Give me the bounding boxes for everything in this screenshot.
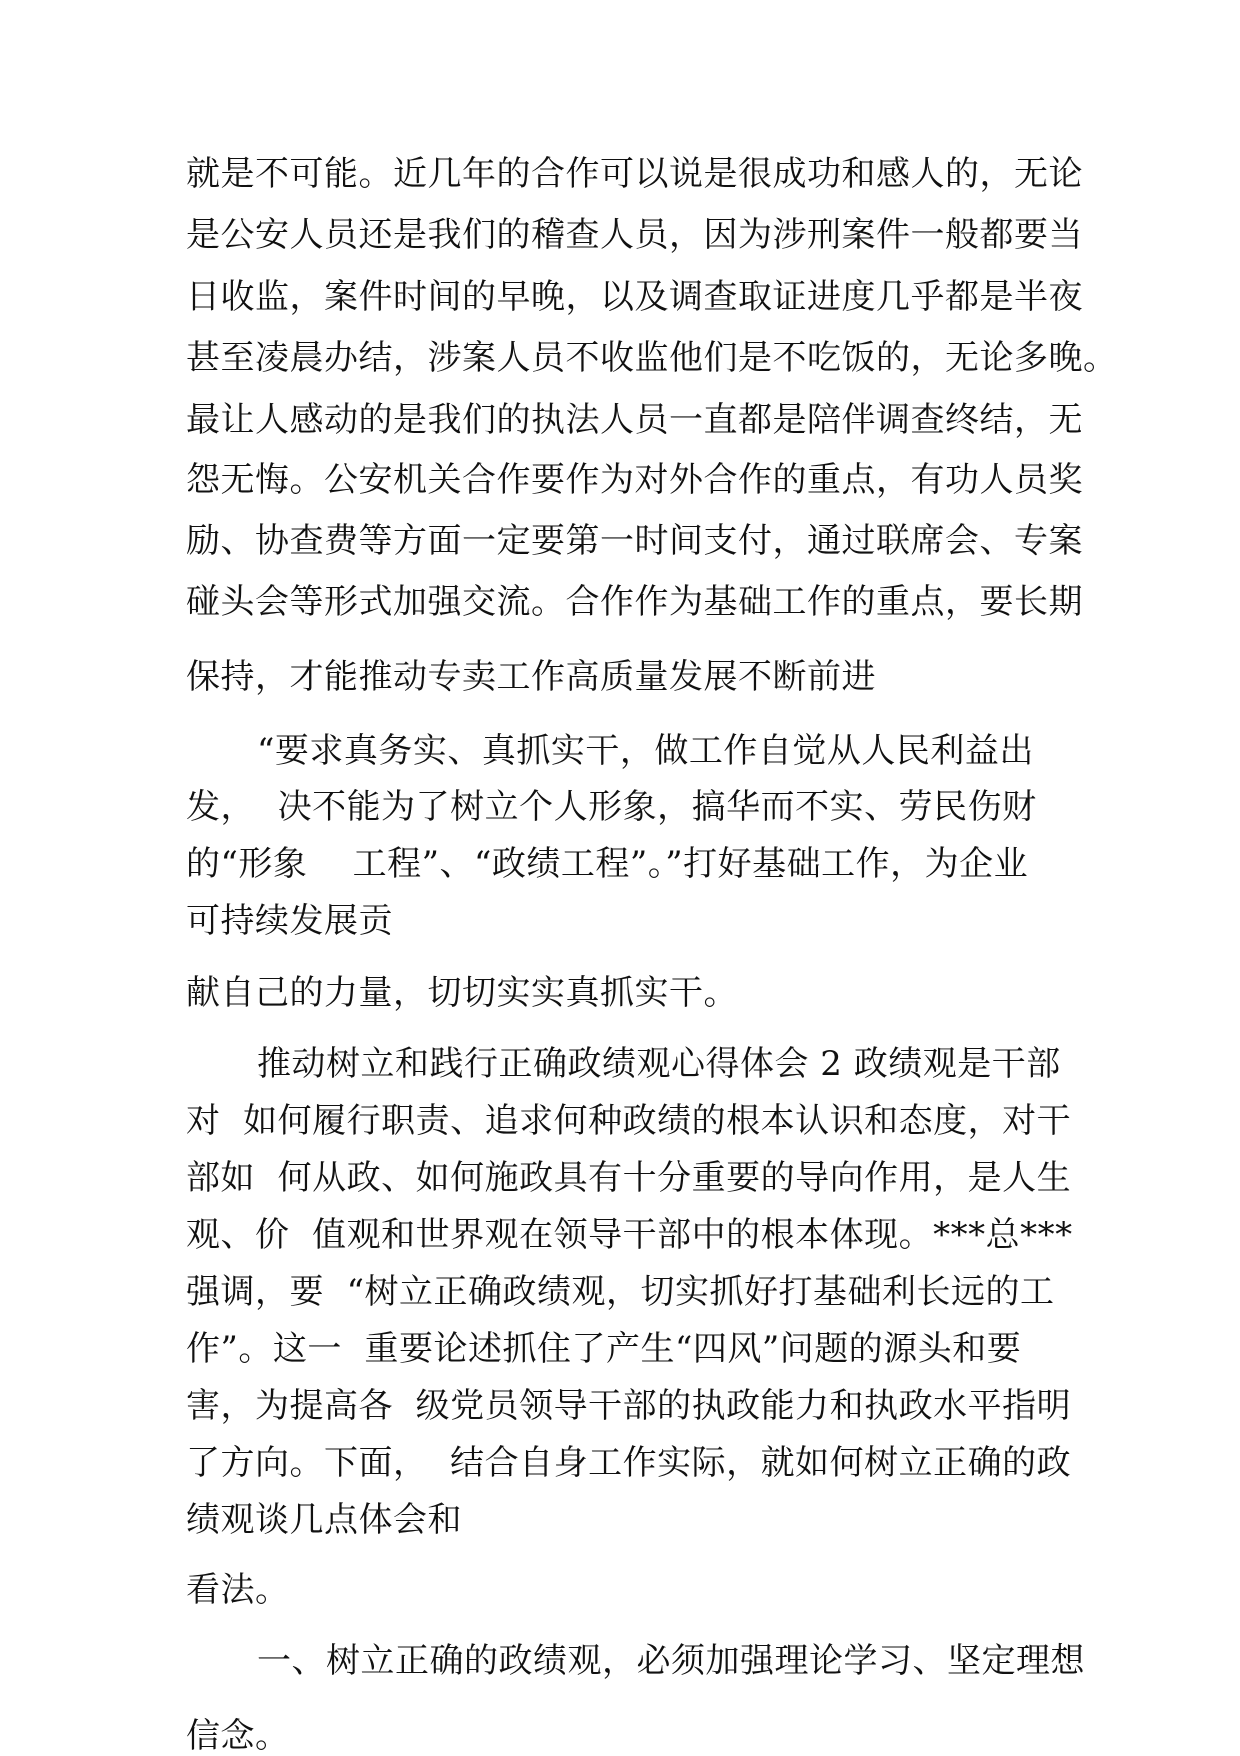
text-line: 碰头会等形式加强交流。合作作为基础工作的重点，要长期 (186, 582, 1083, 622)
text-line: 是公安人员还是我们的稽查人员，因为涉刑案件一般都要当 (186, 215, 1083, 255)
text-line: 日收监，案件时间的早晚，以及调查取证进度几乎都是半夜 (186, 277, 1083, 317)
text-line: 了方向。下面， 结合自身工作实际，就如何树立正确的政 (186, 1443, 1072, 1483)
text-line: 怨无悔。公安机关合作要作为对外合作的重点，有功人员奖 (186, 460, 1083, 500)
text-line: 发， 决不能为了树立个人形象，搞华而不实、劳民伤财 (186, 787, 1037, 827)
text-line: 最让人感动的是我们的执法人员一直都是陪伴调查终结，无 (186, 400, 1083, 440)
text-line: 绩观谈几点体会和 (186, 1500, 462, 1540)
text-line: 作”。这一 重要论述抓住了产生“四风”问题的源头和要 (186, 1329, 1022, 1369)
text-line: 看法。 (186, 1570, 290, 1610)
text-line: 的“形象 工程”、“政绩工程”。”打好基础工作，为企业 (186, 844, 1029, 884)
text-line: 观、价 值观和世界观在领导干部中的根本体现。***总*** (186, 1215, 1073, 1255)
text-line: 励、协查费等方面一定要第一时间支付，通过联席会、专案 (186, 521, 1083, 561)
text-line: 献自己的力量，切切实实真抓实干。 (186, 973, 738, 1013)
text-line: 可持续发展贡 (186, 901, 393, 941)
text-line: 部如 何从政、如何施政具有十分重要的导向作用，是人生 (186, 1158, 1072, 1198)
text-line: “要求真务实、真抓实干，做工作自觉从人民利益出 (257, 731, 1034, 771)
text-line: 就是不可能。近几年的合作可以说是很成功和感人的，无论 (186, 154, 1083, 194)
text-line: 推动树立和践行正确政绩观心得体会 2 政绩观是干部 (257, 1044, 1061, 1084)
text-line: 对 如何履行职责、追求何种政绩的根本认识和态度，对干 (186, 1101, 1072, 1141)
text-line: 甚至凌晨办结，涉案人员不收监他们是不吃饭的，无论多晚。 (186, 338, 1118, 378)
text-line: 保持，才能推动专卖工作高质量发展不断前进 (186, 657, 876, 697)
text-line: 害，为提高各 级党员领导干部的执政能力和执政水平指明 (186, 1386, 1072, 1426)
text-line: 强调，要 “树立正确政绩观，切实抓好打基础利长远的工 (186, 1272, 1055, 1312)
text-line: 一、树立正确的政绩观，必须加强理论学习、坚定理想 (257, 1641, 1085, 1681)
text-line: 信念。 (186, 1716, 290, 1756)
